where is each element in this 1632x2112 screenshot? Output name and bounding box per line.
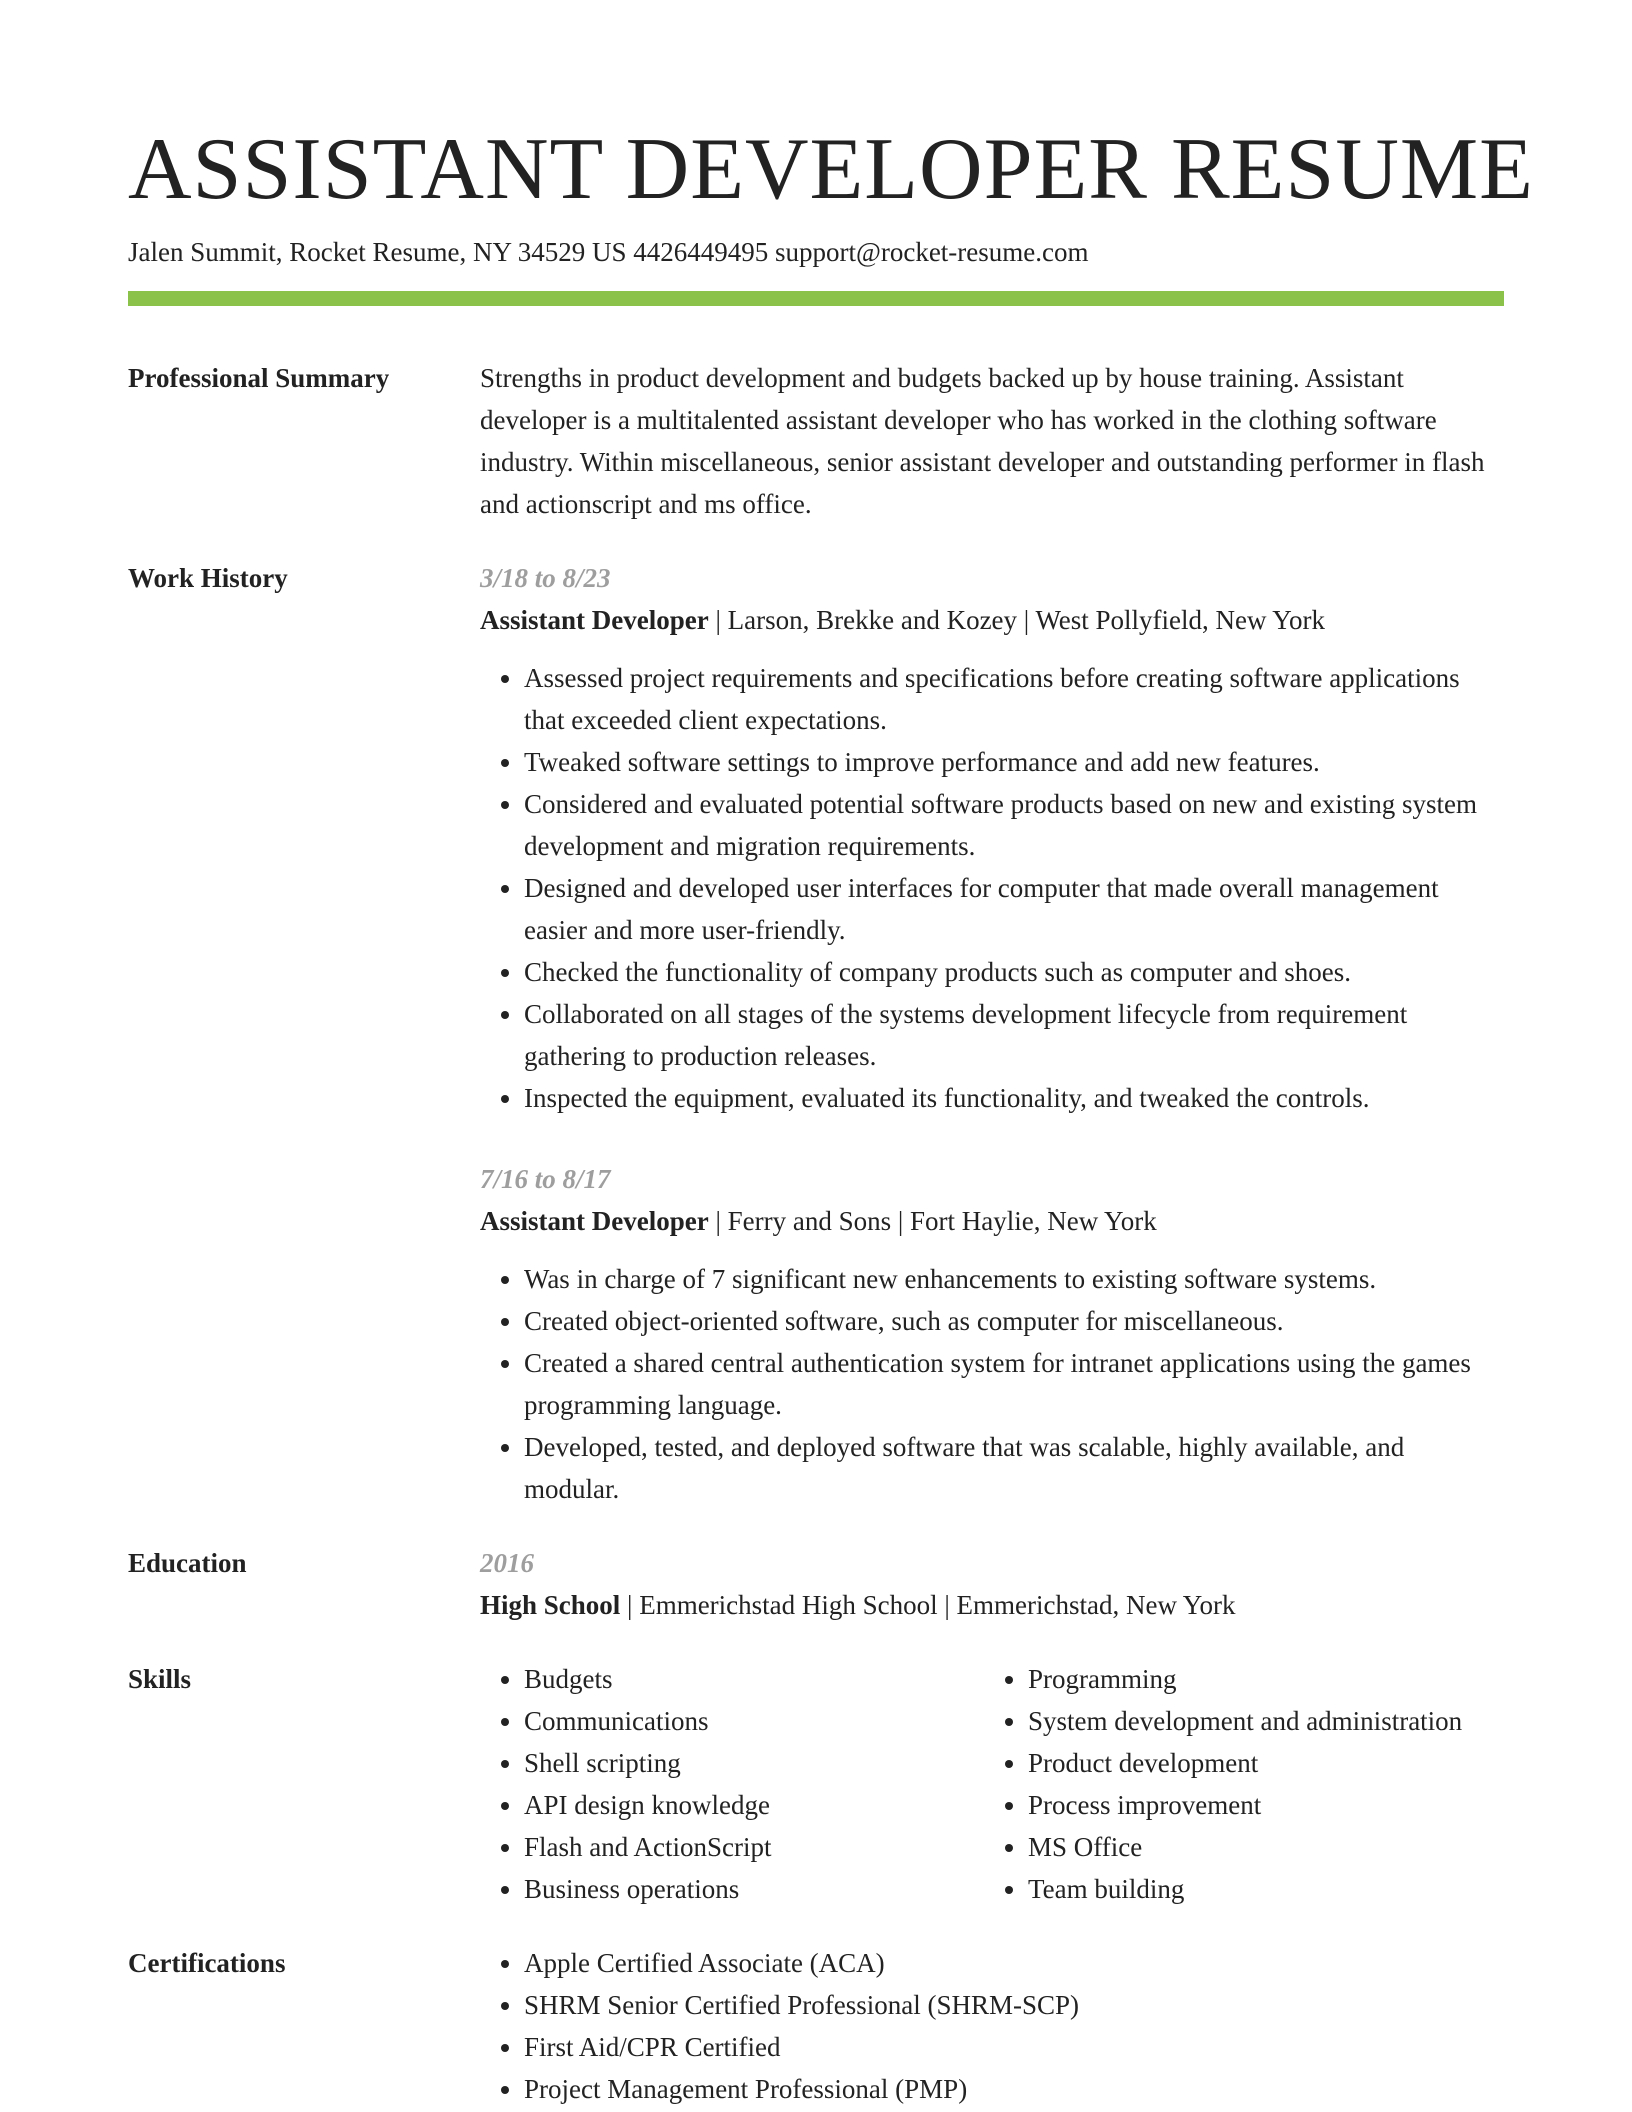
- education-line: [480, 1584, 1504, 1626]
- list-item: • Project Management Professional (PMP): [524, 2068, 1504, 2110]
- job-role-line: [480, 1200, 1504, 1242]
- job-role: Assistant Developer: [480, 1206, 709, 1236]
- job-details: | Ferry and Sons | Fort Haylie, New York: [708, 1206, 1157, 1236]
- list-item: • Was in charge of 7 significant new enhancements to existing software systems.: [524, 1258, 1504, 1300]
- list-item: • Created a shared central authentication system for intranet applications using the games programming language.: [524, 1342, 1504, 1426]
- list-item: • Budgets: [524, 1658, 984, 1700]
- work-history-label: Work History: [128, 563, 288, 593]
- education-label: Education: [128, 1548, 247, 1578]
- certifications-body: [480, 1942, 1504, 2110]
- job-entry: [480, 557, 1504, 1119]
- list-item: • Shell scripting: [524, 1742, 984, 1784]
- skills-body: [480, 1658, 1528, 1910]
- contact-address: Rocket Resume, NY 34529 US: [289, 237, 627, 267]
- contact-line: [128, 234, 1504, 270]
- education-details: | Emmerichstad High School | Emmerichstad, New York: [620, 1590, 1236, 1620]
- skills-column-1: [480, 1658, 984, 1910]
- list-item: • Apple Certified Associate (ACA): [524, 1942, 1504, 1984]
- skills-column-2: [984, 1658, 1528, 1910]
- list-item: • Process improvement: [1028, 1784, 1528, 1826]
- job-bullets: [480, 1258, 1504, 1510]
- education-section: [128, 1542, 1504, 1626]
- list-item: • Communications: [524, 1700, 984, 1742]
- skills-grid: [480, 1658, 1528, 1910]
- education-degree: High School: [480, 1590, 621, 1620]
- contact-phone: 4426449495: [633, 237, 769, 267]
- list-item: • Programming: [1028, 1658, 1528, 1700]
- list-item: • Checked the functionality of company products such as computer and shoes.: [524, 951, 1504, 993]
- job-dates: 7/16 to 8/17: [480, 1164, 611, 1194]
- education-year: 2016: [480, 1548, 534, 1578]
- list-item: • Assessed project requirements and specifications before creating software applications that exceeded client expectations.: [524, 657, 1504, 741]
- job-entry: [480, 1158, 1504, 1510]
- list-item: • Created object-oriented software, such as computer for miscellaneous.: [524, 1300, 1504, 1342]
- list-item: • Team building: [1028, 1868, 1528, 1910]
- list-item: • Product development: [1028, 1742, 1528, 1784]
- list-item: • Collaborated on all stages of the systems development lifecycle from requirement gathering to production releases.: [524, 993, 1504, 1077]
- list-item: • Designed and developed user interfaces for computer that made overall management easier and more user-friendly.: [524, 867, 1504, 951]
- work-history-section: [128, 557, 1504, 1510]
- work-history-body: [480, 557, 1504, 1510]
- job-details: | Larson, Brekke and Kozey | West Pollyfield, New York: [708, 605, 1326, 635]
- education-body: [480, 1542, 1504, 1626]
- certifications-list: [480, 1942, 1504, 2110]
- contact-email: support@rocket-resume.com: [774, 237, 1089, 267]
- list-item: • Inspected the equipment, evaluated its functionality, and tweaked the controls.: [524, 1077, 1504, 1119]
- job-dates: 3/18 to 8/23: [480, 563, 611, 593]
- job-role: Assistant Developer: [480, 605, 709, 635]
- list-item: • Flash and ActionScript: [524, 1826, 984, 1868]
- resume-title: ASSISTANT DEVELOPER RESUME: [128, 121, 1534, 218]
- job-role-line: [480, 599, 1504, 641]
- certifications-label: Certifications: [128, 1948, 286, 1978]
- list-item: • Considered and evaluated potential software products based on new and existing system development and migration requirements.: [524, 783, 1504, 867]
- list-item: • Developed, tested, and deployed software that was scalable, highly available, and modular.: [524, 1426, 1504, 1510]
- list-item: • MS Office: [1028, 1826, 1528, 1868]
- list-item: • System development and administration: [1028, 1700, 1528, 1742]
- skills-label: Skills: [128, 1664, 192, 1694]
- contact-name: Jalen Summit,: [128, 237, 283, 267]
- job-bullets: [480, 657, 1504, 1119]
- summary-text: Strengths in product development and budgets backed up by house training. Assistant developer is a multitalented assistant developer who has worked in the clothing software industry. Within miscellaneous, senior assistant developer and outstanding performer in flash and actionscript and ms office.: [480, 363, 1485, 519]
- certifications-section: [128, 1942, 1504, 2110]
- summary-section: [128, 357, 1504, 525]
- header-divider: [128, 291, 1504, 306]
- list-item: • Tweaked software settings to improve performance and add new features.: [524, 741, 1504, 783]
- list-item: • Business operations: [524, 1868, 984, 1910]
- summary-label: Professional Summary: [128, 363, 390, 393]
- skills-section: [128, 1658, 1504, 1910]
- list-item: • SHRM Senior Certified Professional (SHRM-SCP): [524, 1984, 1504, 2026]
- list-item: • First Aid/CPR Certified: [524, 2026, 1504, 2068]
- list-item: • API design knowledge: [524, 1784, 984, 1826]
